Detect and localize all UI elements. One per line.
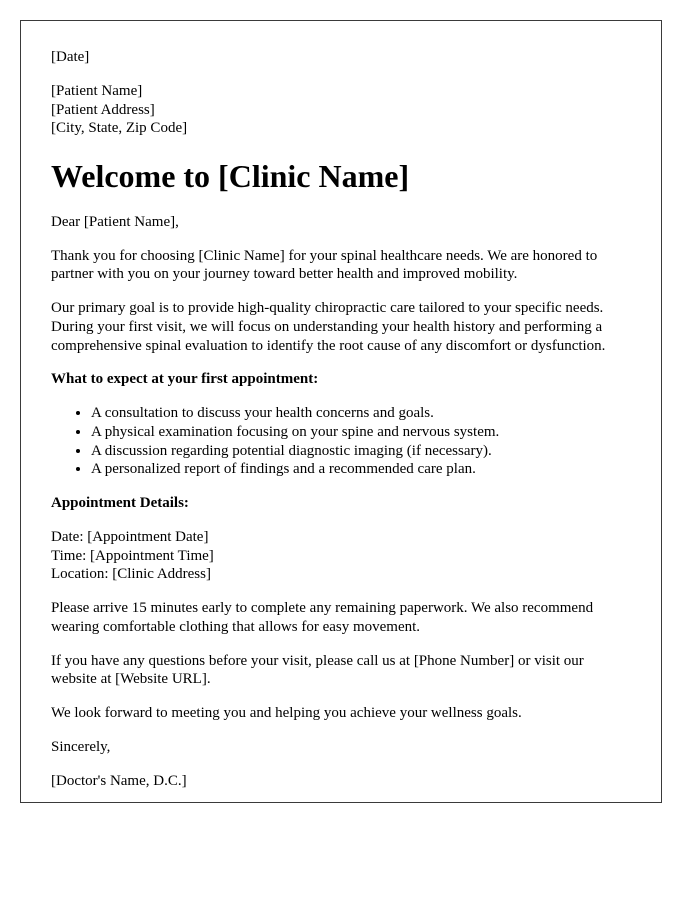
recipient-address-line: [Patient Address] [51,101,155,118]
expect-list [51,404,631,479]
recipient-city-line: [City, State, Zip Code] [51,120,188,137]
appointment-date-line: Date: [Appointment Date] [51,528,209,545]
recipient-block [51,82,631,138]
letter-title: Welcome to [Clinic Name] [51,158,410,194]
recipient-name-line: [Patient Name] [51,82,143,99]
expect-item-consultation: • A consultation to discuss your health concerns and goals. [91,404,631,423]
appointment-details-block [51,528,631,584]
signature-line: [Doctor's Name, D.C.] [51,772,187,789]
intro-paragraph: Thank you for choosing [Clinic Name] for your spinal healthcare needs. We are honored to partner with you on your journey toward better health and improved mobility. [51,247,598,283]
details-heading: Appointment Details: [51,495,189,512]
closing-paragraph: We look forward to meeting you and helping you achieve your wellness goals. [51,705,522,722]
contact-paragraph: If you have any questions before your visit, please call us at [Phone Number] or visit our website at [Website URL]. [51,652,584,688]
expect-heading: What to expect at your first appointment: [51,371,319,388]
letter-document [20,20,662,803]
signoff: Sincerely, [51,738,111,755]
goals-paragraph: Our primary goal is to provide high-quality chiropractic care tailored to your specific needs. During your first visit, we will focus on understanding your health history and performing a comprehensive spinal evaluation to identify the root cause of any discomfort or dysfunction. [51,300,606,354]
appointment-location-line: Location: [Clinic Address] [51,566,211,583]
appointment-time-line: Time: [Appointment Time] [51,547,214,564]
salutation: Dear [Patient Name], [51,213,179,230]
expect-item-imaging: • A discussion regarding potential diagnostic imaging (if necessary). [91,442,631,461]
expect-item-care-plan: • A personalized report of findings and a recommended care plan. [91,460,631,479]
arrival-paragraph: Please arrive 15 minutes early to complete any remaining paperwork. We also recommend wearing comfortable clothing that allows for easy movement. [51,600,594,635]
expect-item-examination: • A physical examination focusing on your spine and nervous system. [91,423,631,442]
date-line: [Date] [51,49,90,65]
